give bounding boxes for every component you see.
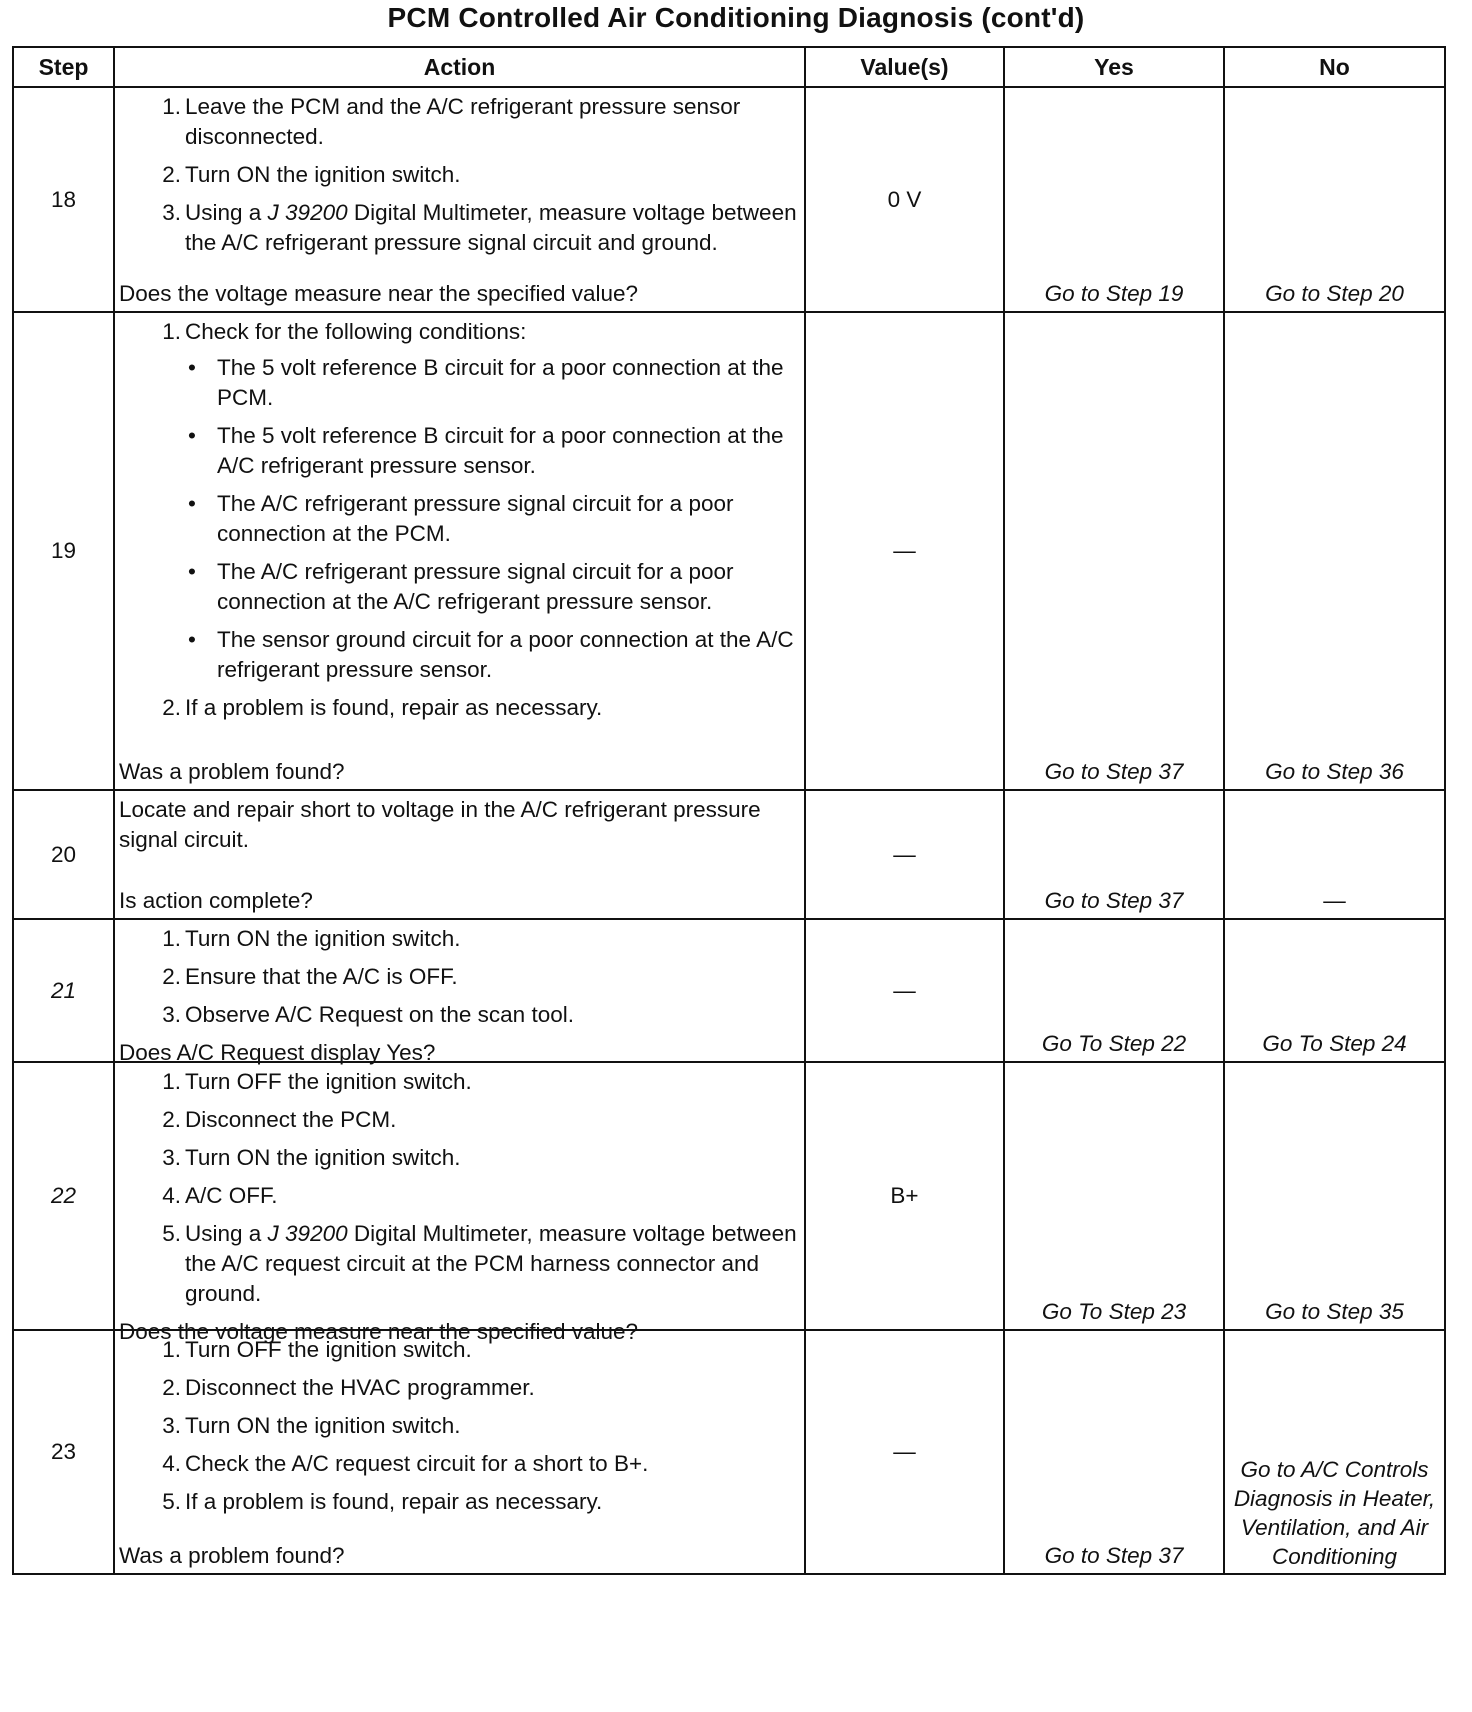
action-step: 4. Check the A/C request circuit for a short to B+. bbox=[162, 1451, 649, 1476]
page-title: PCM Controlled Air Conditioning Diagnosis (cont'd) bbox=[387, 2, 1085, 33]
action-question: Is action complete? bbox=[119, 888, 313, 913]
value-cell: — bbox=[805, 1330, 1004, 1574]
yes-cell: Go to Step 37 bbox=[1004, 312, 1224, 790]
action-question: Does the voltage measure near the specified value? bbox=[119, 281, 639, 306]
action-steps bbox=[119, 1067, 798, 1317]
step-number: 20 bbox=[13, 790, 114, 919]
list-item: • The sensor ground circuit for a poor connection at the A/C refrigerant pressure sensor. bbox=[188, 627, 794, 682]
action-cell bbox=[114, 1330, 805, 1574]
action-step: 1. Check for the following conditions: • The 5 volt reference B circuit for a poor connection at the PCM. • The 5 volt reference B circuit for a poor connection at the A/C refrigerant pressure sensor. • The A/C refrigerant pressure signal circuit for a poor connection at the PCM. • The A/C refrigerant pressure signal circuit for a poor connection at the A/C refrigerant pressure sensor. • The sensor ground circuit for a poor connection at the A/C refrigerant pressure sensor. bbox=[119, 317, 798, 685]
action-step: 5. If a problem is found, repair as necessary. bbox=[162, 1489, 603, 1514]
action-question: Does A/C Request display Yes? bbox=[119, 1040, 436, 1065]
action-step: 3. Turn ON the ignition switch. bbox=[162, 1413, 461, 1438]
value-cell: B+ bbox=[805, 1062, 1004, 1330]
condition-list bbox=[185, 353, 798, 685]
tool-name: J 39200 bbox=[267, 1221, 348, 1246]
action-step: 3. Observe A/C Request on the scan tool. bbox=[162, 1002, 574, 1027]
table-row bbox=[13, 1062, 1445, 1330]
step-number: 18 bbox=[13, 87, 114, 312]
header-step: Step bbox=[13, 47, 114, 87]
action-step: 1. Leave the PCM and the A/C refrigerant pressure sensor disconnected. bbox=[162, 94, 741, 149]
action-step: 2. Disconnect the HVAC programmer. bbox=[162, 1375, 535, 1400]
action-question: Does the voltage measure near the specified value? bbox=[119, 1319, 639, 1344]
value-cell: 0 V bbox=[805, 87, 1004, 312]
manual-section-ref: A/C Controls Diagnosis bbox=[1233, 1457, 1429, 1511]
yes-cell: Go to Step 19 bbox=[1004, 87, 1224, 312]
no-cell: Go To Step 24 bbox=[1224, 919, 1445, 1062]
table-row bbox=[13, 87, 1445, 312]
action-text: Locate and repair short to voltage in the A/C refrigerant pressure signal circuit. bbox=[119, 797, 761, 852]
action-cell bbox=[114, 87, 805, 312]
no-cell: Go to Step 35 bbox=[1224, 1062, 1445, 1330]
header-values: Value(s) bbox=[805, 47, 1004, 87]
action-step: 1. Turn OFF the ignition switch. bbox=[162, 1069, 472, 1094]
action-step: 2. Ensure that the A/C is OFF. bbox=[162, 964, 458, 989]
action-question: Was a problem found? bbox=[119, 1543, 345, 1568]
action-steps bbox=[119, 317, 798, 731]
action-cell bbox=[114, 1062, 805, 1344]
action-steps bbox=[119, 92, 798, 266]
table-row bbox=[13, 1330, 1445, 1574]
step-number: 22 bbox=[13, 1062, 114, 1330]
list-item: • The 5 volt reference B circuit for a poor connection at the A/C refrigerant pressure sensor. bbox=[188, 423, 784, 478]
value-cell: — bbox=[805, 790, 1004, 919]
action-step: 3. Using a J 39200 Digital Multimeter, measure voltage between the A/C refrigerant pressure signal circuit and ground. bbox=[162, 200, 797, 255]
action-steps bbox=[119, 1335, 798, 1525]
action-steps bbox=[119, 924, 798, 1038]
yes-cell: Go to Step 37 bbox=[1004, 1330, 1224, 1574]
table-row bbox=[13, 312, 1445, 790]
header-no: No bbox=[1224, 47, 1445, 87]
yes-cell: Go To Step 22 bbox=[1004, 919, 1224, 1062]
action-step: 2. Turn ON the ignition switch. bbox=[162, 162, 461, 187]
no-cell: Go to A/C Controls Diagnosis in Heater, Ventilation, and Air Conditioning bbox=[1224, 1330, 1445, 1574]
value-cell: — bbox=[805, 312, 1004, 790]
list-item: • The 5 volt reference B circuit for a poor connection at the PCM. bbox=[188, 355, 784, 410]
step-number: 19 bbox=[13, 312, 114, 790]
action-step: 1. Turn OFF the ignition switch. bbox=[162, 1337, 472, 1362]
header-yes: Yes bbox=[1004, 47, 1224, 87]
step-number: 21 bbox=[13, 919, 114, 1062]
action-step: 5. Using a J 39200 Digital Multimeter, measure voltage between the A/C request circuit at the PCM harness connector and ground. bbox=[162, 1221, 797, 1306]
action-cell bbox=[114, 312, 805, 790]
table-header-row bbox=[13, 47, 1445, 87]
yes-cell: Go To Step 23 bbox=[1004, 1062, 1224, 1330]
action-step: 2. Disconnect the PCM. bbox=[162, 1107, 397, 1132]
action-step: 2. If a problem is found, repair as necessary. bbox=[162, 695, 603, 720]
action-step: 4. A/C OFF. bbox=[162, 1183, 278, 1208]
header-action: Action bbox=[114, 47, 805, 87]
yes-cell: Go to Step 37 bbox=[1004, 790, 1224, 919]
no-cell: Go to Step 36 bbox=[1224, 312, 1445, 790]
list-item: • The A/C refrigerant pressure signal circuit for a poor connection at the A/C refrigerant pressure sensor. bbox=[188, 559, 734, 614]
step-number: 23 bbox=[13, 1330, 114, 1574]
action-question: Was a problem found? bbox=[119, 759, 345, 784]
tool-name: J 39200 bbox=[267, 200, 348, 225]
list-item: • The A/C refrigerant pressure signal circuit for a poor connection at the PCM. bbox=[188, 491, 734, 546]
action-cell bbox=[114, 790, 805, 919]
table-row bbox=[13, 919, 1445, 1062]
action-cell bbox=[114, 919, 805, 1065]
action-step: 3. Turn ON the ignition switch. bbox=[162, 1145, 461, 1170]
value-cell: — bbox=[805, 919, 1004, 1062]
no-cell: Go to Step 20 bbox=[1224, 87, 1445, 312]
diagnosis-table bbox=[12, 46, 1446, 1575]
no-cell: — bbox=[1224, 790, 1445, 919]
action-step: 1. Turn ON the ignition switch. bbox=[162, 926, 461, 951]
table-row bbox=[13, 790, 1445, 919]
